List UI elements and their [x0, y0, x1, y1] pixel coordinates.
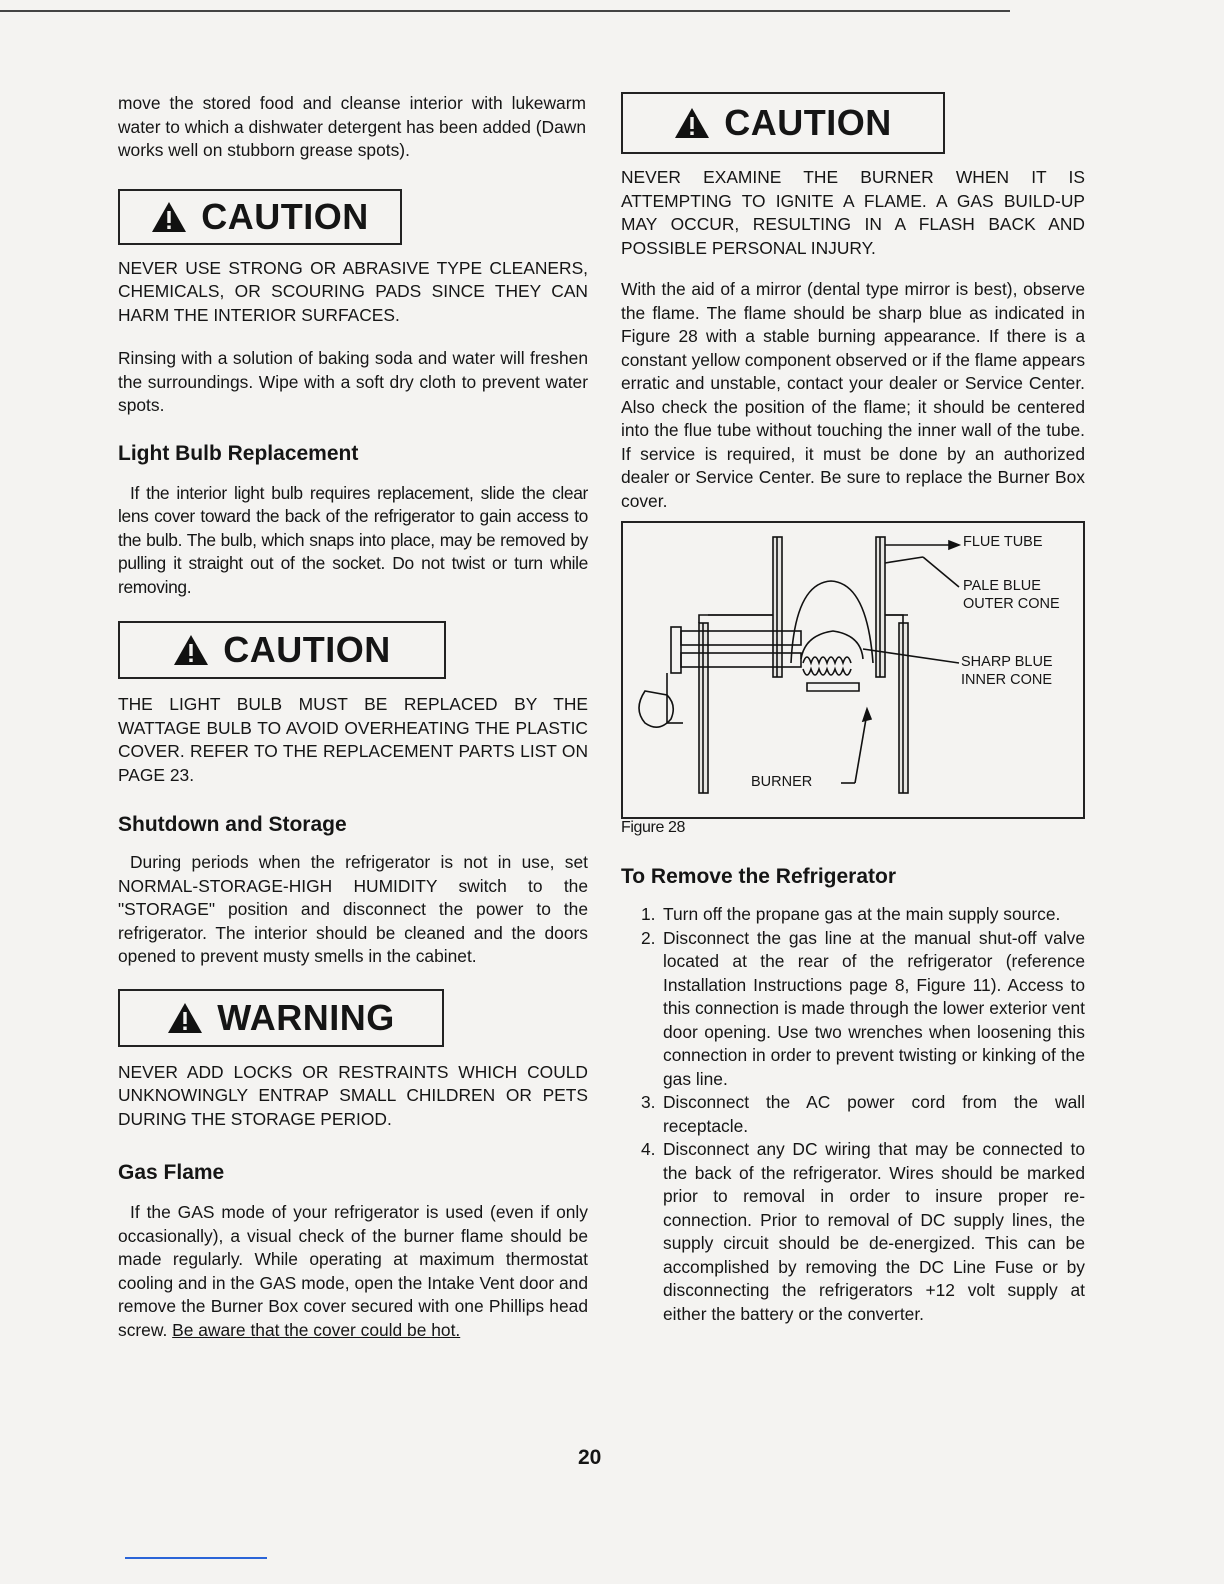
hot-cover-note: Be aware that the cover could be hot.	[172, 1319, 461, 1340]
figure-caption: Figure 28	[621, 819, 685, 836]
top-rule	[0, 10, 1010, 12]
light-bulb-paragraph: If the interior light bulb requires replacement, slide the clear lens cover toward the back of the refrigerator to gain access to the bulb. The bulb, which snaps into place, may be removed by pulling it straight out of the socket. Do not twist or turn while removing.	[118, 482, 588, 597]
sharp-blue-label: SHARP BLUE	[961, 654, 1053, 670]
burner-label: BURNER	[751, 774, 813, 790]
caution-text: NEVER EXAMINE THE BURNER WHEN IT IS ATTEMPTING TO IGNITE A FLAME. A GAS BUILD-UP MAY OCCUR, RESULTING IN A FLASH BACK AND POSSIBLE PERSONAL INJURY.	[621, 167, 1085, 258]
warning-triangle-icon	[674, 107, 710, 139]
step-number: 1.	[641, 904, 656, 924]
right-column	[621, 92, 1085, 1326]
section-heading-shutdown: Shutdown and Storage	[118, 813, 347, 836]
list-item	[621, 1138, 1085, 1326]
left-column	[118, 92, 588, 1342]
warning-text: NEVER ADD LOCKS OR RESTRAINTS WHICH COULD UNKNOWINGLY ENTRAP SMALL CHILDREN OR PETS DURING THE STORAGE PERIOD.	[118, 1061, 588, 1129]
bottom-link-bar	[125, 1557, 267, 1559]
step-text: Disconnect the AC power cord from the wall receptacle.	[663, 1092, 1085, 1136]
list-item	[621, 1091, 1085, 1138]
warning-triangle-icon	[173, 634, 209, 666]
section-heading-light-bulb: Light Bulb Replacement	[118, 441, 359, 465]
caution-label: CAUTION	[223, 629, 391, 670]
caution-label: CAUTION	[724, 102, 892, 143]
step-number: 4.	[641, 1139, 656, 1159]
outer-cone-label: OUTER CONE	[963, 596, 1060, 612]
caution-text: NEVER USE STRONG OR ABRASIVE TYPE CLEANERS, CHEMICALS, OR SCOURING PADS SINCE THEY CAN HARM THE INTERIOR SURFACES.	[118, 257, 588, 325]
pale-blue-label: PALE BLUE	[963, 578, 1041, 594]
step-text: Turn off the propane gas at the main supply source.	[663, 904, 1061, 924]
step-number: 3.	[641, 1092, 656, 1112]
warning-box	[118, 989, 444, 1047]
remove-steps-list	[621, 903, 1085, 1326]
gas-flame-paragraph	[118, 1201, 588, 1342]
section-heading-remove: To Remove the Refrigerator	[621, 865, 896, 888]
caution-box	[118, 621, 446, 679]
intro-paragraph: move the stored food and cleanse interior with lukewarm water to which a dishwater detergent has been added (Dawn works well on stubborn grease spots).	[118, 93, 586, 160]
section-heading-gas-flame: Gas Flame	[118, 1161, 225, 1184]
flue-tube-label: FLUE TUBE	[963, 534, 1043, 550]
caution-box	[621, 92, 945, 154]
gas-flame-text: If the GAS mode of your refrigerator is used (even if only occasionally), a visual check of the burner flame should be made regularly. While operating at maximum thermostat cooling and in the GAS mode, open the Intake Vent door and remove the Burner Box cover secured with one Phillips head screw.	[118, 1202, 588, 1340]
shutdown-paragraph: During periods when the refrigerator is not in use, set NORMAL-STORAGE-HIGH HUMIDITY switch to the "STORAGE" position and disconnect the power to the refrigerator. The interior should be cleaned and the doors opened to prevent musty smells in the cabinet.	[118, 852, 588, 966]
caution-box	[118, 189, 402, 245]
inner-cone-label: INNER CONE	[961, 672, 1053, 688]
page-number: 20	[578, 1446, 602, 1469]
caution-label: CAUTION	[201, 195, 369, 237]
step-text: Disconnect any DC wiring that may be connected to the back of the refrigerator. Wires should be marked prior to removal in order to insure proper re-connection. Prior to removal of DC supply lines, the supply circuit should be de-energized. This can be accomplished by removing the DC Line Fuse or by disconnecting the refrigerators +12 volt supply at either the battery or the converter.	[663, 1139, 1085, 1324]
step-number: 2.	[641, 927, 656, 948]
list-item	[621, 927, 1085, 1092]
mirror-paragraph: With the aid of a mirror (dental type mirror is best), observe the flame. The flame should be sharp blue as indicated in Figure 28 with a stable burning appearance. If there is a constant yellow component observed or if the flame appears erratic and unstable, contact your dealer or Service Center. Also check the position of the flame; it should be centered into the flue tube without touching the inner wall of the tube. If service is required, it must be done by an authorized dealer or Service Center. Be sure to replace the Burner Box cover.	[621, 279, 1086, 511]
caution-text: THE LIGHT BULB MUST BE REPLACED BY THE WATTAGE BULB TO AVOID OVERHEATING THE PLASTIC COVER. REFER TO THE REPLACEMENT PARTS LIST ON PAGE 23.	[118, 694, 588, 785]
rinsing-paragraph: Rinsing with a solution of baking soda and water will freshen the surroundings. Wipe with a soft dry cloth to prevent water spots.	[118, 348, 588, 415]
warning-triangle-icon	[151, 201, 187, 233]
list-item	[621, 903, 1085, 927]
warning-triangle-icon	[167, 1002, 203, 1034]
step-text: Disconnect the gas line at the manual shut-off valve located at the rear of the refrigerator (reference Installation Instructions page 8, Figure 11). Access to this connection is made through the lower exterior vent door opening. Use two wrenches when loosening this connection in order to prevent twisting or kinking of the gas line.	[663, 927, 1085, 1089]
warning-label: WARNING	[217, 996, 395, 1038]
burner-figure	[621, 521, 1085, 819]
